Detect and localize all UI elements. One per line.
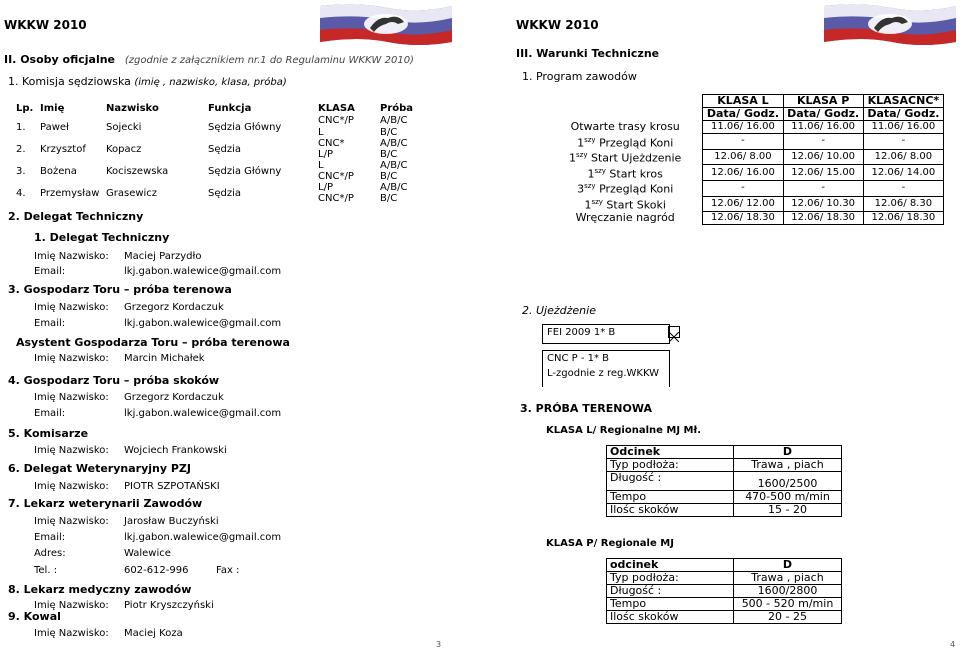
judge-first: Bożena bbox=[40, 166, 77, 177]
judge-row: 2. bbox=[16, 144, 26, 155]
program-row-label: $1^{szy}$ Przegląd Koni bbox=[577, 135, 674, 150]
judges-header-role: Funkcja bbox=[208, 103, 252, 114]
table-cell: Długość : bbox=[607, 472, 734, 491]
program-cell: 12.06/ 15.00 bbox=[783, 165, 863, 181]
program-cell: - bbox=[863, 134, 943, 150]
jumping-designer-name: Grzegorz Kordaczuk bbox=[124, 392, 224, 403]
program-row bbox=[548, 180, 944, 196]
judges-header-lp: Lp. bbox=[16, 103, 34, 114]
checkbox-icon bbox=[668, 326, 680, 338]
program-cell: 12.06/ 8.00 bbox=[863, 149, 943, 165]
program-cell: - bbox=[783, 134, 863, 150]
table-cell: D bbox=[734, 559, 842, 572]
table-cell: Trawa , piach bbox=[734, 459, 842, 472]
name-label: Imię Nazwisko: bbox=[34, 302, 109, 313]
program-cell: - bbox=[703, 180, 783, 196]
program-row bbox=[548, 165, 944, 181]
judge-first: Paweł bbox=[40, 122, 69, 133]
program-cell: 12.06/ 10.00 bbox=[783, 149, 863, 165]
program-cell: 12.06/ 10.30 bbox=[783, 196, 863, 212]
program-cell: 12.06/ 12.00 bbox=[703, 196, 783, 212]
table-cell: 500 - 520 m/min bbox=[734, 598, 842, 611]
name-label: Imię Nazwisko: bbox=[34, 628, 109, 639]
program-row bbox=[548, 149, 944, 165]
dressage-test-box: FEI 2009 1* B bbox=[542, 324, 670, 344]
program-subheader: Data/ Godz. bbox=[703, 108, 783, 121]
program-subheader: Data/ Godz. bbox=[783, 108, 863, 121]
judges-header-first: Imię bbox=[40, 103, 65, 114]
program-row bbox=[548, 134, 944, 150]
class-l-table bbox=[606, 445, 842, 517]
table-cell: Typ podłoża: bbox=[607, 572, 734, 585]
program-cell: 12.06/ 16.00 bbox=[703, 165, 783, 181]
email-label: Email: bbox=[34, 408, 66, 419]
program-row bbox=[548, 196, 944, 212]
table-row bbox=[607, 491, 842, 504]
course-designer-title: 3. Gospodarz Toru – próba terenowa bbox=[8, 283, 232, 296]
judge-last: Grasewicz bbox=[106, 188, 158, 199]
program-header: KLASA P bbox=[783, 95, 863, 108]
tech-section-title: III. Warunki Techniczne bbox=[516, 47, 660, 60]
program-cell: 12.06/ 18.30 bbox=[783, 212, 863, 225]
program-table bbox=[548, 94, 944, 225]
section-title: II. Osoby oficjalne (zgodnie z załącznikiem nr.1 do Regulaminu WKKW 2010) bbox=[4, 53, 414, 66]
table-cell: Odcinek bbox=[607, 446, 734, 459]
program-row-label: Wręczanie nagród bbox=[575, 211, 675, 225]
address-label: Adres: bbox=[34, 548, 66, 559]
jumping-designer-email: lkj.gabon.walewice@gmail.com bbox=[124, 408, 282, 419]
program-cell: 12.06/ 14.00 bbox=[863, 165, 943, 181]
class-l-title: KLASA L/ Regionalne MJ Mł. bbox=[546, 425, 702, 436]
program-header: KLASA L bbox=[703, 95, 783, 108]
email-label: Email: bbox=[34, 266, 66, 277]
judges-header-last: Nazwisko bbox=[106, 103, 159, 114]
program-row bbox=[548, 212, 944, 225]
table-cell: 1600/2500 bbox=[734, 472, 842, 491]
program-cell: 12.06/ 8.00 bbox=[703, 149, 783, 165]
email-label: Email: bbox=[34, 532, 66, 543]
assistant-name: Marcin Michałek bbox=[124, 353, 205, 364]
table-cell: Długość : bbox=[607, 585, 734, 598]
judge-class: CNC*/P bbox=[318, 115, 354, 126]
table-cell: odcinek bbox=[607, 559, 734, 572]
judge-first: Krzysztof bbox=[40, 144, 86, 155]
course-designer-email: lkj.gabon.walewice@gmail.com bbox=[124, 318, 282, 329]
event-flag-logo-right bbox=[822, 2, 958, 46]
stewards-title: 5. Komisarze bbox=[8, 427, 89, 440]
table-cell: 1600/2800 bbox=[734, 585, 842, 598]
committee-title: 1. Komisja sędziowska (imię , nazwisko, klasa, próba) bbox=[8, 75, 287, 88]
class-p-table bbox=[606, 558, 842, 624]
program-cell: 12.06/ 18.30 bbox=[863, 212, 943, 225]
event-flag-logo-left bbox=[318, 2, 454, 46]
table-cell: 20 - 25 bbox=[734, 611, 842, 624]
vet-email: lkj.gabon.walewice@gmail.com bbox=[124, 532, 282, 543]
name-label: Imię Nazwisko: bbox=[34, 481, 109, 492]
program-row bbox=[548, 121, 944, 134]
judge-trial: A/B/C bbox=[380, 115, 408, 126]
vet-tel: 602-612-996 bbox=[124, 565, 189, 576]
judge-class: CNC*/P bbox=[318, 193, 354, 204]
judge-role: Sędzia bbox=[208, 144, 242, 155]
steward-name: Wojciech Frankowski bbox=[124, 445, 227, 456]
table-cell: Ilośc skoków bbox=[607, 611, 734, 624]
judge-trial: A/B/C bbox=[380, 182, 408, 193]
fax-label: Fax : bbox=[216, 565, 240, 576]
name-label: Imię Nazwisko: bbox=[34, 353, 109, 364]
judges-header-trial: Próba bbox=[380, 103, 414, 114]
class-p-title: KLASA P/ Regionale MJ bbox=[546, 538, 674, 549]
table-cell: D bbox=[734, 446, 842, 459]
program-cell: 12.06/ 18.30 bbox=[703, 212, 783, 225]
judge-class: L/P bbox=[318, 182, 333, 193]
table-row bbox=[607, 559, 842, 572]
judge-trial: B/C bbox=[380, 171, 398, 182]
name-label: Imię Nazwisko: bbox=[34, 516, 109, 527]
table-row bbox=[607, 611, 842, 624]
judge-role: Sędzia bbox=[208, 188, 242, 199]
judge-class: CNC* bbox=[318, 138, 345, 149]
table-row bbox=[607, 572, 842, 585]
program-row-label: $1^{szy}$ Start kros bbox=[587, 166, 663, 181]
judge-row: 4. bbox=[16, 188, 26, 199]
judges-header-class: KLASA bbox=[318, 103, 355, 114]
table-row bbox=[607, 459, 842, 472]
table-row bbox=[607, 598, 842, 611]
program-cell: - bbox=[863, 180, 943, 196]
judge-last: Kociszewska bbox=[106, 166, 169, 177]
vet-delegate-title: 6. Delegat Weterynaryjny PZJ bbox=[8, 462, 191, 475]
program-row-label: $1^{szy}$ Start Ujeżdzenie bbox=[569, 151, 682, 165]
judge-class: CNC*/P bbox=[318, 171, 354, 182]
program-cell: 11.06/ 16.00 bbox=[783, 121, 863, 134]
program-cell: - bbox=[703, 134, 783, 150]
delegate-sub-title: 1. Delegat Techniczny bbox=[34, 231, 170, 244]
judge-last: Kopacz bbox=[106, 144, 142, 155]
judge-trial: B/C bbox=[380, 193, 398, 204]
assistant-title: Asystent Gospodarza Toru – próba terenowa bbox=[16, 336, 290, 349]
table-row bbox=[607, 472, 842, 491]
judge-row: 1. bbox=[16, 122, 26, 133]
table-row bbox=[607, 446, 842, 459]
judge-role: Sędzia Główny bbox=[208, 122, 282, 133]
tel-label: Tel. : bbox=[34, 565, 58, 576]
page-number-left: 3 bbox=[436, 640, 442, 649]
vet-address: Walewice bbox=[124, 548, 171, 559]
program-cell: 12.06/ 8.30 bbox=[863, 196, 943, 212]
section-note: (zgodnie z załącznikiem nr.1 do Regulaminu WKKW 2010) bbox=[124, 55, 414, 66]
doctor-name: Piotr Kryszczyński bbox=[124, 600, 214, 611]
program-subheader: Data/ Godz. bbox=[863, 108, 943, 121]
judge-class: L/P bbox=[318, 149, 333, 160]
farrier-title: 9. Kowal bbox=[8, 610, 61, 623]
table-cell: Tempo bbox=[607, 491, 734, 504]
judge-class: L bbox=[318, 160, 324, 171]
judge-trial: B/C bbox=[380, 149, 398, 160]
judge-class: L bbox=[318, 127, 324, 138]
table-cell: Tempo bbox=[607, 598, 734, 611]
page-number-right: 4 bbox=[950, 640, 956, 649]
name-label: Imię Nazwisko: bbox=[34, 392, 109, 403]
name-label: Imię Nazwisko: bbox=[34, 445, 109, 456]
judge-row: 3. bbox=[16, 166, 26, 177]
committee-note: (imię , nazwisko, klasa, próba) bbox=[134, 77, 287, 88]
program-cell: 11.06/ 16.00 bbox=[863, 121, 943, 134]
course-designer-name: Grzegorz Kordaczuk bbox=[124, 302, 224, 313]
program-row-label: $3^{szy}$ Przegląd Koni bbox=[577, 182, 674, 197]
judge-trial: A/B/C bbox=[380, 138, 408, 149]
jumping-designer-title: 4. Gospodarz Toru – próba skoków bbox=[8, 374, 220, 387]
table-cell: 470-500 m/min bbox=[734, 491, 842, 504]
page-header-right: WKKW 2010 bbox=[516, 18, 599, 32]
judge-trial: A/B/C bbox=[380, 160, 408, 171]
name-label: Imię Nazwisko: bbox=[34, 600, 109, 611]
judge-role: Sędzia Główny bbox=[208, 166, 282, 177]
judge-trial: B/C bbox=[380, 127, 398, 138]
judge-first: Przemysław bbox=[40, 188, 100, 199]
program-cell: - bbox=[783, 180, 863, 196]
page-header-left: WKKW 2010 bbox=[4, 18, 87, 32]
program-header: KLASACNC* bbox=[863, 95, 943, 108]
doctor-title: 8. Lekarz medyczny zawodów bbox=[8, 583, 192, 596]
delegate-name: Maciej Parzydło bbox=[124, 251, 202, 262]
table-cell: Trawa , piach bbox=[734, 572, 842, 585]
program-title: 1. Program zawodów bbox=[522, 70, 637, 83]
dressage-title: 2. Ujeżdżenie bbox=[522, 304, 596, 317]
program-row-label: $1^{szy}$ Start Skoki bbox=[584, 198, 666, 212]
table-cell: Ilośc skoków bbox=[607, 504, 734, 517]
email-label: Email: bbox=[34, 318, 66, 329]
table-row bbox=[607, 504, 842, 517]
judge-last: Sojecki bbox=[106, 122, 142, 133]
name-label: Imię Nazwisko: bbox=[34, 251, 109, 262]
vet-title: 7. Lekarz weterynarii Zawodów bbox=[8, 497, 203, 510]
table-row bbox=[607, 585, 842, 598]
table-cell: 15 - 20 bbox=[734, 504, 842, 517]
vet-name: Jarosław Buczyński bbox=[124, 516, 219, 527]
farrier-name: Maciej Koza bbox=[124, 628, 183, 639]
delegate-section-title: 2. Delegat Techniczny bbox=[8, 210, 144, 223]
vet-delegate-name: PIOTR SZPOTAŃSKI bbox=[124, 481, 220, 492]
program-row-label: Otwarte trasy krosu bbox=[570, 120, 680, 133]
cross-country-title: 3. PRÓBA TERENOWA bbox=[520, 402, 652, 415]
table-cell: Typ podłoża: bbox=[607, 459, 734, 472]
delegate-email: lkj.gabon.walewice@gmail.com bbox=[124, 266, 282, 277]
program-cell: 11.06/ 16.00 bbox=[703, 121, 783, 134]
dressage-info-box: CNC P - 1* B L-zgodnie z reg.WKKW bbox=[542, 350, 670, 387]
